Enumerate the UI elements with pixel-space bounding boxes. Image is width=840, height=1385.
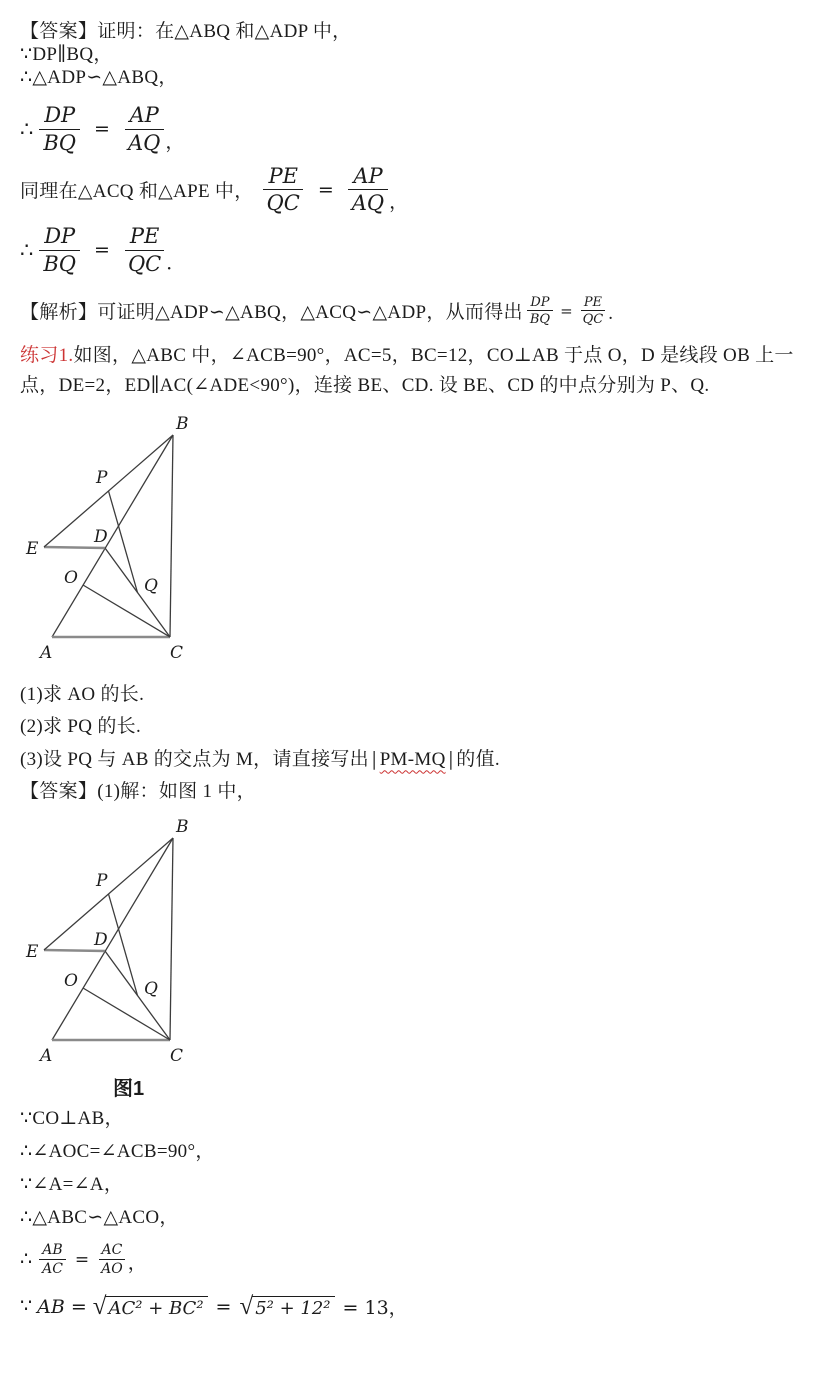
proof-intro-line <box>20 20 822 43</box>
line-ED <box>44 950 105 951</box>
fraction-numerator: DP <box>39 103 80 130</box>
vertex-label-O: O <box>64 971 78 992</box>
radical-sign: √ <box>239 1293 254 1321</box>
vertex-label-A: A <box>40 643 53 664</box>
vertex-label-Q: Q <box>144 979 158 1000</box>
abs-expression: PM-MQ <box>379 749 446 771</box>
answer2-line-3 <box>20 1168 822 1201</box>
question-1 <box>20 679 822 711</box>
equals-sign: = <box>560 301 573 320</box>
question-2-text: (2)求 PQ 的长. <box>20 716 141 738</box>
vertex-label-D: D <box>94 527 108 548</box>
equals-sign: = <box>215 1295 232 1318</box>
fraction-numerator: AP <box>125 103 164 130</box>
fraction-numerator: PE <box>125 224 164 251</box>
geometry-figure-2-svg <box>20 812 220 1070</box>
figure-caption: 图1 <box>113 1078 145 1101</box>
abs-bar-left: | <box>370 748 378 771</box>
vertex-label-P: P <box>96 871 108 892</box>
equals-sign: = <box>94 118 110 141</box>
fraction-dp-bq <box>38 224 81 277</box>
answer2-line-3-text: ∵∠A=∠A， <box>20 1174 124 1196</box>
answer2-intro <box>20 776 822 808</box>
proof-similar-text: ∴△ADP∽△ABQ， <box>20 67 178 88</box>
proof-intro-text: 【答案】证明：在△ABQ 和△ADP 中， <box>20 21 352 42</box>
fraction-numerator: AB <box>39 1242 65 1260</box>
question-1-text: (1)求 AO 的长. <box>20 684 145 706</box>
geometry-figure-1 <box>20 409 822 673</box>
vertex-label-E: E <box>26 539 39 560</box>
fraction-denominator: AC <box>42 1260 63 1277</box>
period: . <box>608 303 613 325</box>
fraction-numerator: AP <box>348 164 387 191</box>
analysis-text: 【解析】可证明△ADP∽△ABQ，△ACQ∽△ADP，从而得出 <box>20 302 523 324</box>
proof-similar-line <box>20 66 822 89</box>
fraction-pe-qc <box>123 224 166 277</box>
question-3 <box>20 743 822 776</box>
question-3-text: (3)设 PQ 与 AB 的交点为 M，请直接写出 <box>20 749 369 771</box>
vertex-label-C: C <box>170 1046 184 1067</box>
line-PQ <box>109 491 138 593</box>
question-2 <box>20 711 822 743</box>
equals-sign: = <box>94 239 110 262</box>
answer2-line-2 <box>20 1135 822 1168</box>
fraction-denominator: AO <box>101 1260 123 1277</box>
line-PQ <box>109 894 138 996</box>
line-ED <box>44 547 105 548</box>
therefore-symbol: ∴ <box>20 116 34 141</box>
therefore-symbol: ∴ <box>20 237 34 262</box>
fraction-ap-aq <box>123 103 165 156</box>
fraction-numerator: PE <box>581 295 605 311</box>
vertex-label-A: A <box>40 1046 53 1067</box>
comma: ， <box>165 131 185 153</box>
fraction-numerator: AC <box>99 1242 126 1260</box>
fraction-numerator: PE <box>263 164 302 191</box>
radicand: 5² + 12² <box>252 1296 334 1319</box>
vertex-label-C: C <box>170 643 184 664</box>
fraction-ap-aq <box>347 164 389 217</box>
vertex-label-D: D <box>94 930 108 951</box>
proof-conclusion-formula <box>20 224 822 277</box>
analogous-text: 同理在△ACQ 和△APE 中， <box>20 181 254 203</box>
answer2-line-1 <box>20 1102 822 1135</box>
abs-bar-right: | <box>447 748 455 771</box>
radicand: AC² + BC² <box>105 1296 207 1319</box>
answer2-sqrt-formula <box>20 1293 822 1320</box>
therefore-symbol: ∴ <box>20 1249 33 1271</box>
fraction-denominator: QC <box>127 251 162 276</box>
equals-sign: = <box>317 178 334 201</box>
fraction-denominator: BQ <box>43 130 77 155</box>
because-symbol: ∵ <box>20 1296 33 1318</box>
answer2-intro-text: 【答案】(1)解：如图 1 中， <box>20 781 256 803</box>
comma: ， <box>389 192 409 214</box>
radical-sign: √ <box>92 1293 107 1321</box>
geometry-figure-1-svg <box>20 409 220 667</box>
answer2-line-4 <box>20 1201 822 1234</box>
vertex-label-B: B <box>176 817 189 838</box>
line-AB <box>52 435 173 637</box>
line-BC <box>170 838 173 1040</box>
analysis-line <box>20 295 822 328</box>
proof-given-line <box>20 43 822 66</box>
vertex-label-O: O <box>64 568 78 589</box>
fraction-denominator: AQ <box>351 191 385 216</box>
fraction-numerator: DP <box>527 295 552 311</box>
fraction-denominator: AQ <box>127 130 161 155</box>
fraction-ab-ac <box>37 1242 68 1277</box>
fraction-dp-bq <box>38 103 81 156</box>
comma: ， <box>127 1253 147 1275</box>
answer2-line-2-text: ∴∠AOC=∠ACB=90°， <box>20 1141 215 1163</box>
equals-sign: = <box>74 1249 90 1270</box>
answer2-line-4-text: ∴△ABC∽△ACO， <box>20 1207 179 1229</box>
line-BC <box>170 435 173 637</box>
answer2-ratio-formula <box>20 1242 822 1277</box>
proof-given-text: ∵DP∥BQ， <box>20 44 113 65</box>
exercise-statement <box>20 341 832 401</box>
sqrt-ac-bc <box>93 1294 208 1319</box>
fraction-denominator: QC <box>266 191 300 216</box>
sqrt-left-side: AB = <box>37 1295 87 1318</box>
fraction-pe-qc <box>262 164 305 217</box>
question-3-tail: 的值. <box>456 749 500 771</box>
fraction-ac-ao <box>96 1242 128 1277</box>
sqrt-5-12 <box>239 1294 334 1319</box>
fraction-numerator: DP <box>39 224 80 251</box>
fraction-pe-qc-small <box>578 295 609 328</box>
vertex-label-Q: Q <box>144 576 158 597</box>
geometry-figure-2 <box>20 812 822 1102</box>
exercise-label: 练习1. <box>20 345 74 367</box>
fraction-denominator: BQ <box>43 251 77 276</box>
sqrt-result: = 13， <box>342 1297 408 1320</box>
period: ． <box>166 252 186 274</box>
proof-formula-dp-bq <box>20 103 822 156</box>
answer2-line-1-text: ∵CO⊥AB， <box>20 1108 124 1130</box>
fraction-denominator: QC <box>582 311 604 327</box>
vertex-label-B: B <box>176 414 189 435</box>
proof-analogous-line <box>20 164 822 217</box>
vertex-label-E: E <box>26 942 39 963</box>
vertex-label-P: P <box>96 468 108 489</box>
fraction-dp-bq-small <box>525 295 555 328</box>
line-AB <box>52 838 173 1040</box>
fraction-denominator: BQ <box>529 311 551 327</box>
exercise-text: 如图，△ABC 中，∠ACB=90°，AC=5，BC=12，CO⊥AB 于点 O，D 是线段 OB 上一点，DE=2，ED∥AC(∠ADE<90°)，连接 BE、CD. 设 BE、CD 的中点分别为 P、Q. <box>20 345 794 397</box>
